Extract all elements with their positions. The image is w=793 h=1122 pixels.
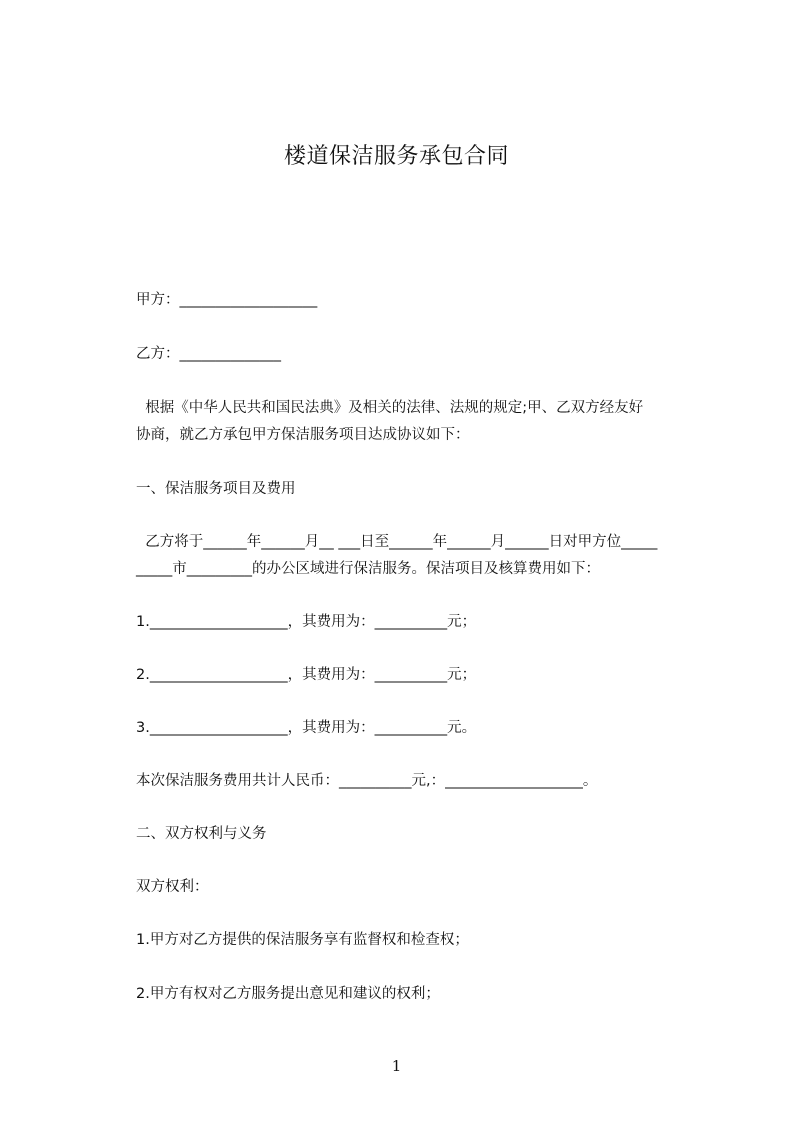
fee-item-2: 2.___________________，其费用为：__________元； (136, 667, 477, 683)
section-1-heading: 一、保洁服务项目及费用 (136, 481, 296, 497)
right-item-1: 1.甲方对乙方提供的保洁服务享有监督权和检查权； (136, 932, 469, 948)
fee-item-1: 1.___________________，其费用为：__________元； (136, 614, 477, 630)
section-2-heading: 二、双方权利与义务 (136, 826, 267, 842)
fee-item-3: 3.___________________，其费用为：__________元。 (136, 720, 477, 736)
rights-heading: 双方权利： (136, 879, 209, 895)
right-item-2: 2.甲方有权对乙方服务提出意见和建议的权利； (136, 986, 440, 1002)
party-b-line: 乙方：______________ (136, 346, 281, 362)
page-number: 1 (391, 1057, 402, 1075)
preamble-line-2: 协商，就乙方承包甲方保洁服务项目达成协议如下： (136, 427, 470, 443)
party-a-line: 甲方：___________________ (136, 292, 318, 308)
document-title: 楼道保洁服务承包合同 (283, 144, 509, 169)
total-fee-line: 本次保洁服务费用共计人民币：__________元,：___________________。 (136, 773, 598, 789)
section-1-line-2: _____市_________的办公区域进行保洁服务。保洁项目及核算费用如下： (136, 561, 600, 577)
preamble-line-1: 根据《中华人民共和国民法典》及相关的法律、法规的规定;甲、乙双方经友好 (136, 400, 644, 416)
section-1-line-1: 乙方将于______年______月__ ___日至______年______月______日对甲方位_____ (136, 534, 658, 550)
